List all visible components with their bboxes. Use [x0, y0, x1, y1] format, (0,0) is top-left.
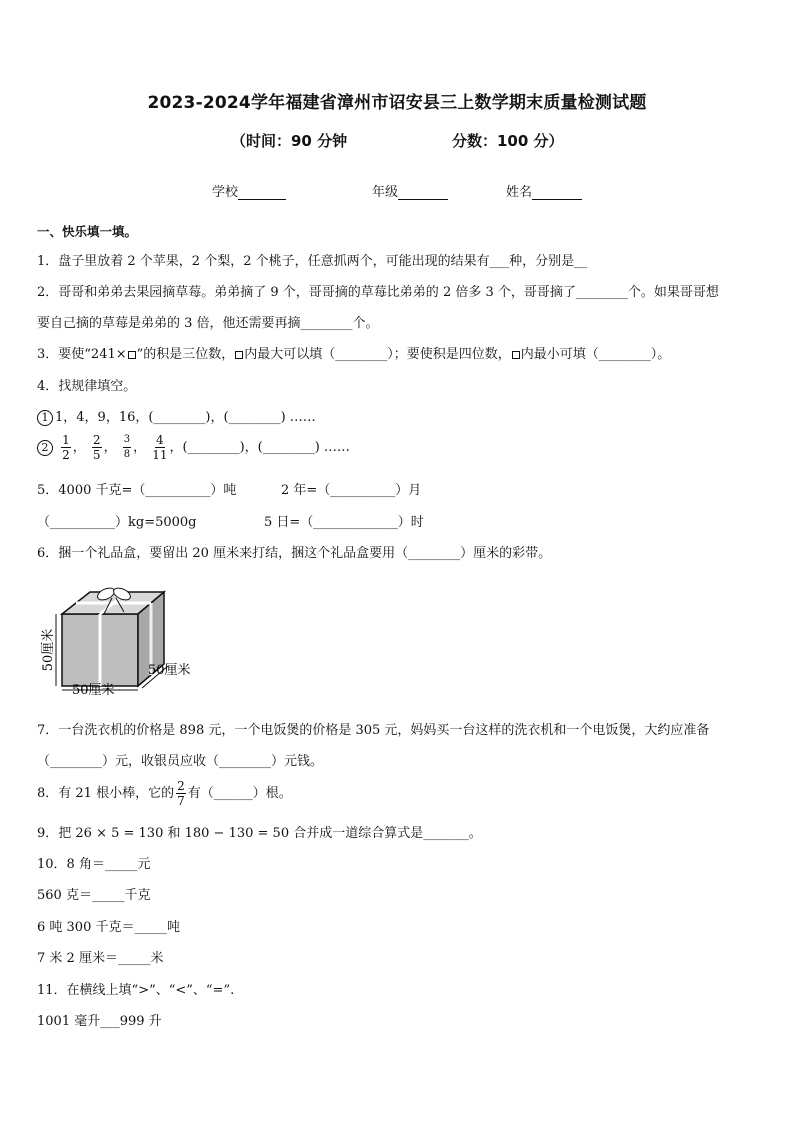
- name-blank[interactable]: [532, 185, 582, 200]
- school-field[interactable]: [212, 181, 286, 200]
- question-10-1: 10．8 角＝_____元: [37, 857, 151, 872]
- section-heading: 一、快乐填一填。: [37, 224, 138, 239]
- square-box-icon: [512, 351, 520, 359]
- question-6: 6．捆一个礼品盒，要留出 20 厘米来打结，捆这个礼品盒要用（________）厘米的彩带。: [37, 546, 552, 561]
- q8-text-a: 8．有 21 根小棒，它的: [37, 786, 175, 801]
- q3-text-c: 内最大可以填（________）；要使积是四位数，: [244, 347, 511, 362]
- fraction: [123, 433, 131, 462]
- numerator: 1: [62, 433, 70, 447]
- numerator: 4: [156, 433, 164, 447]
- grade-blank[interactable]: [398, 185, 448, 200]
- name-field[interactable]: [506, 181, 582, 200]
- question-1: 1．盘子里放着 2 个苹果，2 个梨，2 个桃子，任意抓两个，可能出现的结果有___种，分别是__: [37, 254, 588, 269]
- question-4: 4．找规律填空。: [37, 379, 137, 394]
- question-7-line2: （________）元，收银员应收（________）元钱。: [37, 754, 324, 769]
- fraction: [152, 433, 167, 462]
- numerator: 2: [92, 433, 101, 447]
- question-4-part1: [37, 406, 316, 426]
- question-11-1: 1001 毫升___999 升: [37, 1014, 162, 1029]
- question-2-line1: 2．哥哥和弟弟去果园摘草莓。弟弟摘了 9 个，哥哥摘的草莓比弟弟的 2 倍多 3 个，哥哥摘了________个。如果哥哥想: [37, 285, 719, 300]
- square-box-icon: [128, 351, 136, 359]
- question-11: 11．在横线上填“>”、“<”、“=”.: [37, 983, 235, 998]
- denominator: 2: [62, 448, 70, 462]
- grade-field[interactable]: [372, 181, 448, 200]
- denominator: 7: [177, 794, 185, 808]
- gift-box-figure: [40, 584, 210, 696]
- q4-1-sequence: 1，4，9，16，(________)，(________) ……: [55, 410, 316, 425]
- numerator: 2: [177, 779, 185, 793]
- name-label: 姓名: [506, 185, 533, 200]
- question-10-4: 7 米 2 厘米＝_____米: [37, 951, 164, 966]
- q4-2-tail: ，(________)，(________) ……: [169, 440, 350, 455]
- square-box-icon: [235, 351, 243, 359]
- question-3: [37, 343, 670, 362]
- fraction: [176, 779, 186, 808]
- school-label: 学校: [212, 185, 239, 200]
- denominator: 5: [92, 448, 101, 462]
- question-4-part2: 2 $\frac{1}{2}$ ， $\frac{2}{5}$ ， $\frac{3}{8}$ ， $\frac{4}{11}$ ，(________)，(________) ……: [37, 433, 350, 462]
- question-2-line2: 要自己摘的草莓是弟弟的 3 倍，他还需要再摘________个。: [37, 316, 379, 331]
- exam-title: 2023-2024学年福建省漳州市诏安县三上数学期末质量检测试题: [147, 93, 647, 113]
- school-blank[interactable]: [238, 185, 286, 200]
- q3-text-d: 内最小可填（________）。: [520, 347, 671, 362]
- label-height: 50厘米: [41, 628, 56, 672]
- denominator: 11: [152, 448, 168, 462]
- question-10-3: 6 吨 300 千克＝_____吨: [37, 920, 180, 935]
- question-9: 9．把 26 × 5 = 130 和 180 − 130 = 50 合并成一道综合算式是_______。: [37, 826, 482, 841]
- circled-number-icon: 1: [37, 410, 53, 426]
- fraction: [92, 433, 102, 462]
- question-7-line1: 7．一台洗衣机的价格是 898 元，一个电饭煲的价格是 305 元，妈妈买一台这样的洗衣机和一个电饭煲，大约应准备: [37, 723, 710, 738]
- grade-label: 年级: [372, 185, 399, 200]
- numerator: 3: [123, 433, 131, 448]
- q8-text-b: 有（______）根。: [187, 786, 292, 801]
- denominator: 8: [123, 449, 131, 460]
- question-5d: 5 日=（_____________）时: [264, 515, 424, 530]
- question-5c: （__________）kg=5000g: [37, 515, 197, 530]
- label-width: 50厘米: [148, 663, 191, 678]
- q3-text-a: 3．要使“241×: [37, 347, 127, 362]
- fraction: [61, 433, 71, 462]
- question-8: [37, 779, 292, 808]
- label-length: 50厘米: [72, 683, 115, 696]
- exam-time: （时间：90 分钟: [231, 132, 348, 150]
- question-5a: 5．4000 千克=（__________）吨: [37, 483, 237, 498]
- exam-score: 分数：100 分）: [452, 132, 564, 150]
- question-5b: 2 年=（__________）月: [281, 483, 422, 498]
- circled-number-icon: 2: [37, 440, 53, 456]
- question-10-2: 560 克＝_____千克: [37, 888, 151, 903]
- q3-text-b: ”的积是三位数，: [136, 347, 235, 362]
